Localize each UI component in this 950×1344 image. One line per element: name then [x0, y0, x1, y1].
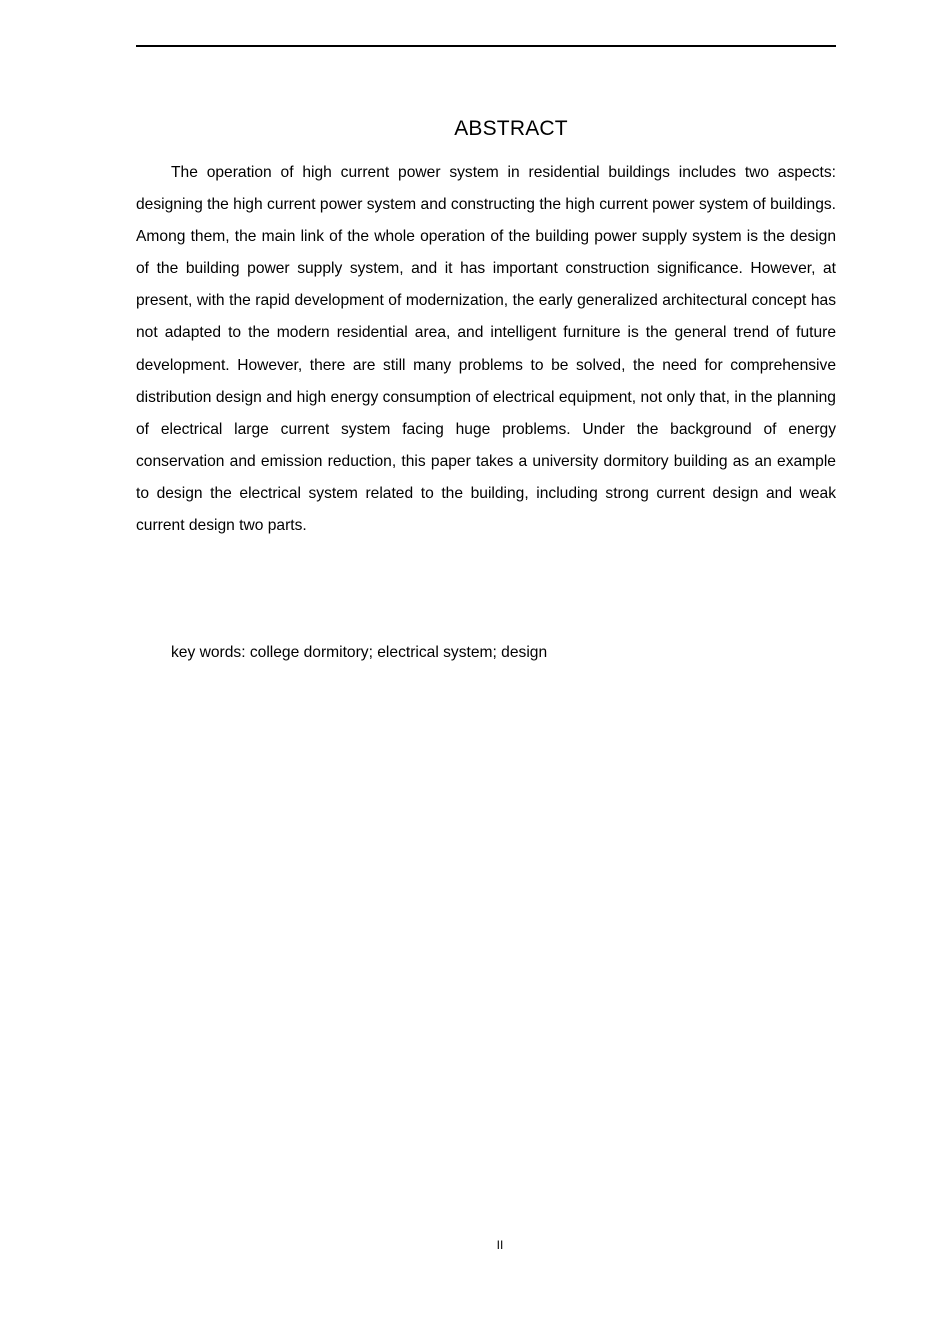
abstract-body: The operation of high current power system in residential buildings includes two aspects: designing the high current power system and constructing the high current power system of buildings. Among them, the main link of the whole operation of the building power supply system is the design of the building power supply system, and it has important construction significance. However, at present, with the rapid development of modernization, the early generalized architectural concept has not adapted to the modern residential area, and intelligent furniture is the general trend of future development. However, there are still many problems to be solved, the need for comprehensive distribution design and high energy consumption of electrical equipment, not only that, in the planning of electrical large current system facing huge problems. Under the background of energy conservation and emission reduction, this paper takes a university dormitory building as an example to design the electrical system related to the building, including strong current design and weak current design two parts. [136, 164, 836, 535]
page-number: II [496, 1238, 504, 1252]
keywords-line: key words: college dormitory; electrical system; design [171, 644, 548, 661]
header-rule [136, 45, 836, 47]
page-title: ABSTRACT [454, 117, 568, 140]
